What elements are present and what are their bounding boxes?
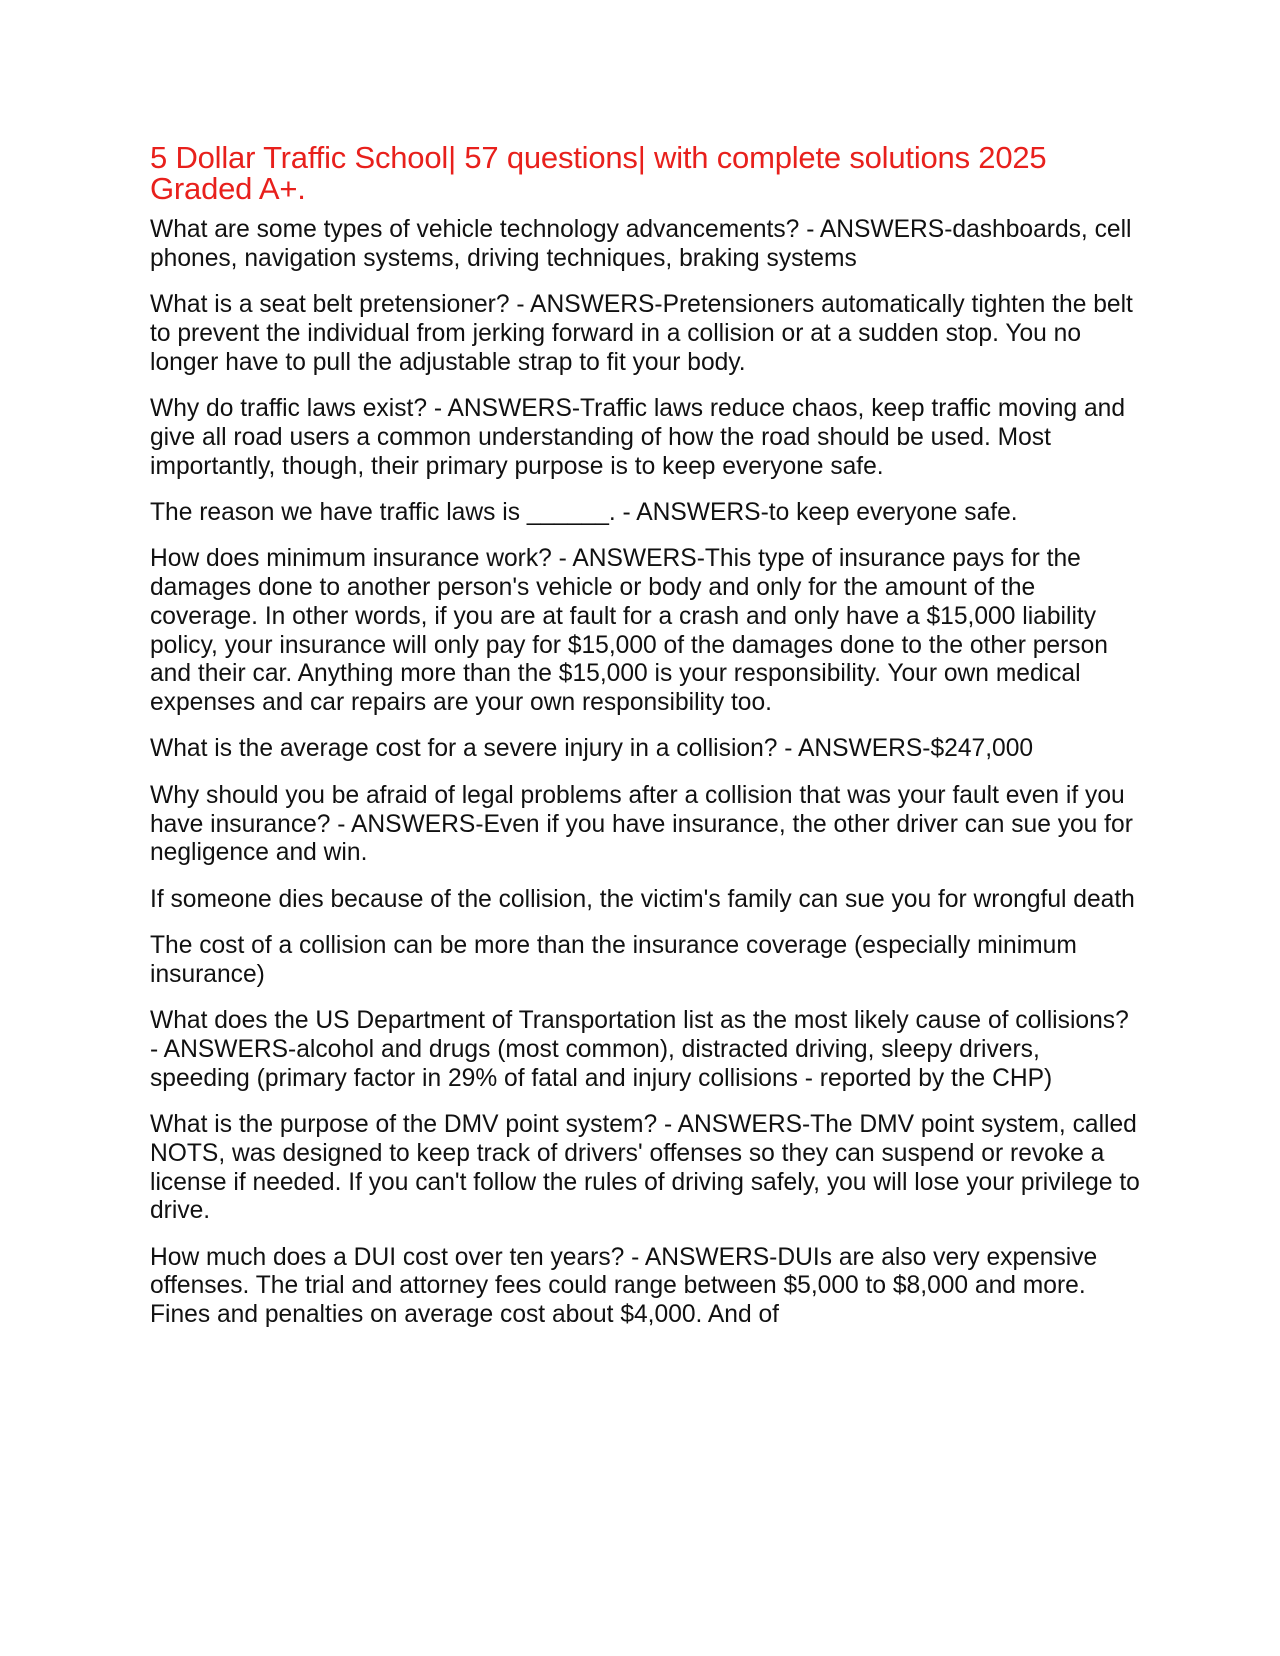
qa-paragraph-5: How does minimum insurance work? - ANSWERS-This type of insurance pays for the damages done to another person's vehicle or body and only for the amount of the coverage. In other words, if you are at fault for a crash and only have a $15,000 liability policy, your insurance will only pay for $15,000 of the damages done to the other person and their car. Anything more than the $15,000 is your responsibility. Your own medical expenses and car repairs are your own responsibility too. xyxy=(150,545,1108,717)
qa-paragraph-12: How much does a DUI cost over ten years? - ANSWERS-DUIs are also very expensive offenses. The trial and attorney fees could range between $5,000 to $8,000 and more. Fines and penalties on average cost about $4,000. And of xyxy=(150,1243,1098,1329)
qa-paragraph-3: Why do traffic laws exist? - ANSWERS-Traffic laws reduce chaos, keep traffic moving and give all road users a common understanding of how the road should be used. Most importantly, though, their primary purpose is to keep everyone safe. xyxy=(150,394,1126,480)
document-page xyxy=(150,142,1140,1348)
qa-paragraph-1: What are some types of vehicle technology advancements? - ANSWERS-dashboards, cell phones, navigation systems, driving techniques, braking systems xyxy=(150,216,1132,272)
qa-paragraph-10: What does the US Department of Transportation list as the most likely cause of collisions? - ANSWERS-alcohol and drugs (most common), distracted driving, sleepy drivers, speeding (primary factor in 29% of fatal and injury collisions - reported by the CHP) xyxy=(150,1007,1129,1092)
qa-paragraph-8: If someone dies because of the collision, the victim's family can sue you for wrongful death xyxy=(150,885,1135,913)
document-title: 5 Dollar Traffic School| 57 questions| with complete solutions 2025 Graded A+. xyxy=(150,140,1047,206)
qa-list xyxy=(150,216,1140,1330)
qa-paragraph-7: Why should you be afraid of legal problems after a collision that was your fault even if you have insurance? - ANSWERS-Even if you have insurance, the other driver can sue you for negligence and win. xyxy=(150,781,1133,867)
qa-paragraph-6: What is the average cost for a severe injury in a collision? - ANSWERS-$247,000 xyxy=(150,735,1034,763)
qa-paragraph-4: The reason we have traffic laws is ______. - ANSWERS-to keep everyone safe. xyxy=(150,498,1018,526)
qa-paragraph-11: What is the purpose of the DMV point system? - ANSWERS-The DMV point system, called NOTS, was designed to keep track of drivers' offenses so they can suspend or revoke a license if needed. If you can't follow the rules of driving safely, you will lose your privilege to drive. xyxy=(150,1110,1140,1225)
qa-paragraph-9: The cost of a collision can be more than the insurance coverage (especially minimum insurance) xyxy=(150,931,1077,988)
qa-paragraph-2: What is a seat belt pretensioner? - ANSWERS-Pretensioners automatically tighten the belt to prevent the individual from jerking forward in a collision or at a sudden stop. You no longer have to pull the adjustable strap to fit your body. xyxy=(150,291,1133,376)
